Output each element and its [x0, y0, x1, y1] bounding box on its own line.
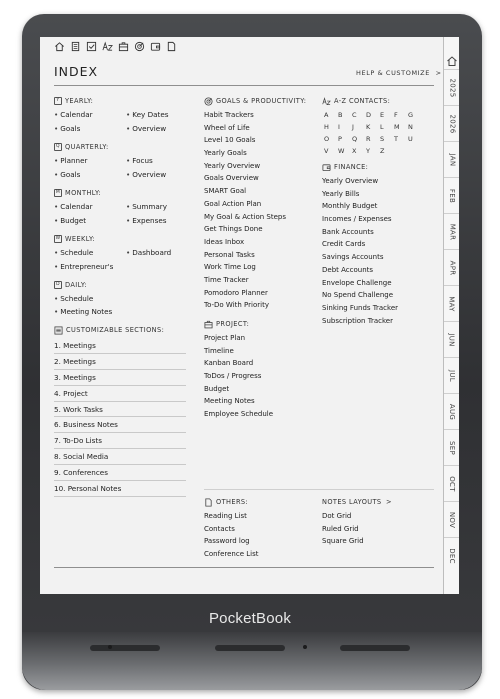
link-smart-goal[interactable]: SMART Goal [204, 187, 247, 196]
contact-letter-z[interactable]: Z [380, 147, 385, 155]
device-brand-logo: PocketBook [208, 610, 292, 627]
link-goals-overview[interactable]: Goals Overview [204, 174, 259, 183]
tab-jun-label: JUN [447, 332, 456, 347]
link-weekly-schedule[interactable]: • Schedule [54, 247, 126, 260]
custom-item-6[interactable]: 6. Business Notes [54, 417, 186, 433]
notebook-icon[interactable] [69, 40, 81, 52]
section-project-label: PROJECT: [216, 320, 250, 328]
custom-item-1[interactable]: 1. Meetings [54, 338, 186, 354]
bottom-section-divider [204, 489, 434, 490]
link-bank-accounts[interactable]: Bank Accounts [322, 227, 374, 236]
link-no-spend-challenge[interactable]: No Spend Challenge [322, 291, 394, 300]
link-my-goal-action-steps[interactable]: My Goal & Action Steps [204, 212, 286, 221]
column-goals [204, 95, 316, 427]
custom-item-9[interactable]: 9. Conferences [54, 465, 186, 481]
tab-jan[interactable] [444, 141, 459, 177]
target-icon [204, 97, 213, 106]
contact-letter-x[interactable]: X [352, 147, 357, 155]
link-kanban-board[interactable]: Kanban Board [204, 359, 254, 368]
tab-sep-label: SEP [448, 440, 456, 455]
link-incomes-expenses[interactable]: Incomes / Expenses [322, 215, 392, 224]
link-work-time-log[interactable]: Work Time Log [204, 263, 256, 272]
link-ideas-inbox[interactable]: Ideas Inbox [204, 237, 245, 246]
custom-item-7[interactable]: 7. To-Do Lists [54, 433, 186, 449]
screen [40, 37, 459, 594]
back-arrow-indicator [108, 645, 112, 649]
link-todo-with-priority[interactable]: To-Do With Priority [204, 301, 269, 310]
section-contacts-heading[interactable] [322, 95, 434, 107]
link-quarterly-planner[interactable]: • Planner [54, 155, 126, 168]
tab-aug-label: AUG [448, 403, 456, 420]
link-project-plan[interactable]: Project Plan [204, 334, 246, 342]
link-employee-schedule[interactable]: Employee Schedule [204, 410, 274, 419]
goal-icon[interactable] [133, 40, 145, 52]
section-weekly-label: WEEKLY: [65, 235, 96, 243]
section-daily-label: DAILY: [65, 281, 87, 289]
link-todos-progress[interactable]: ToDos / Progress [204, 372, 262, 381]
contact-letter-i[interactable]: I [338, 123, 340, 131]
section-customizable-label: CUSTOMIZABLE SECTIONS: [66, 326, 165, 334]
tab-nov[interactable] [444, 501, 459, 537]
section-quarterly-heading[interactable] [54, 141, 189, 153]
briefcase-icon[interactable] [117, 40, 129, 52]
tab-feb[interactable] [444, 177, 459, 213]
tab-apr[interactable] [444, 249, 459, 285]
section-monthly-label: MONTHLY: [65, 189, 102, 197]
link-level-10-goals[interactable]: Level 10 Goals [204, 136, 256, 145]
section-finance-label: FINANCE: [334, 163, 369, 171]
help-customize-label: HELP & CUSTOMIZE [356, 69, 430, 77]
section-goals-heading[interactable] [204, 95, 316, 107]
tab-oct-label: OCT [447, 475, 456, 492]
tab-dec[interactable] [444, 537, 459, 573]
tab-mar[interactable] [444, 213, 459, 249]
section-project-heading[interactable] [204, 318, 316, 330]
calendar-m-icon: M [55, 190, 61, 195]
tab-jan-label: JAN [448, 153, 456, 166]
link-wheel-of-life[interactable]: Wheel of Life [204, 123, 250, 132]
contact-letter-a[interactable]: A [324, 111, 329, 119]
link-credit-cards[interactable]: Credit Cards [322, 240, 366, 249]
link-monthly-expenses[interactable]: • Expenses [126, 215, 186, 228]
contact-letter-h[interactable]: H [324, 123, 329, 131]
contact-letter-y[interactable]: Y [366, 147, 370, 155]
link-monthly-budget[interactable]: Monthly Budget [322, 202, 378, 211]
page-forward-button[interactable] [340, 645, 410, 651]
page-title: INDEX [54, 64, 99, 79]
contact-letter-c[interactable]: C [352, 111, 357, 119]
contact-letter-q[interactable]: Q [352, 135, 358, 143]
contacts-letter-grid [324, 111, 434, 155]
document-icon[interactable] [165, 40, 177, 52]
wallet-icon [322, 163, 331, 172]
tab-2025[interactable] [444, 69, 459, 105]
section-daily-heading[interactable] [54, 279, 189, 291]
tab-aug[interactable] [444, 393, 459, 429]
document-icon [204, 498, 213, 507]
section-customizable [54, 324, 189, 497]
contact-letter-k[interactable]: K [366, 123, 371, 131]
section-daily [54, 279, 189, 318]
tab-mar-label: MAR [448, 223, 456, 240]
customizable-list [54, 338, 186, 497]
link-project-meeting-notes[interactable]: Meeting Notes [204, 397, 255, 406]
custom-item-5[interactable]: 5. Work Tasks [54, 402, 186, 418]
link-reading-list[interactable]: Reading List [204, 512, 247, 520]
tab-feb-label: FEB [448, 188, 456, 203]
tab-2026[interactable] [444, 105, 459, 141]
forward-arrow-indicator [303, 645, 307, 649]
link-habit-trackers[interactable]: Habit Trackers [204, 111, 254, 119]
tab-jun[interactable] [444, 321, 459, 357]
contact-letter-t[interactable]: T [394, 135, 398, 143]
link-subscription-tracker[interactable]: Subscription Tracker [322, 316, 393, 325]
briefcase-icon [204, 320, 213, 329]
section-monthly-heading[interactable] [54, 187, 189, 199]
section-notes-layouts-heading[interactable] [322, 496, 434, 508]
link-contacts[interactable]: Contacts [204, 524, 235, 533]
contact-letter-s[interactable]: S [380, 135, 385, 143]
link-quarterly-overview[interactable]: • Overview [126, 169, 186, 182]
link-envelope-challenge[interactable]: Envelope Challenge [322, 278, 392, 287]
custom-item-4[interactable]: 4. Project [54, 386, 186, 402]
calendar-y-icon: Y [54, 97, 62, 105]
link-quarterly-focus[interactable]: • Focus [126, 155, 186, 168]
link-savings-accounts[interactable]: Savings Accounts [322, 253, 384, 262]
link-monthly-summary[interactable]: • Summary [126, 201, 186, 214]
tab-oct[interactable] [444, 465, 459, 501]
page-bottom-divider [54, 567, 434, 568]
contact-letter-j[interactable]: J [352, 123, 354, 131]
section-yearly-label: YEARLY: [65, 97, 94, 105]
link-timeline[interactable]: Timeline [204, 346, 234, 355]
contact-letter-w[interactable]: W [338, 147, 345, 155]
section-customizable-heading[interactable] [54, 324, 189, 336]
contact-letter-m[interactable]: M [394, 123, 400, 131]
contact-letter-l[interactable]: L [380, 123, 384, 131]
section-others [204, 496, 316, 561]
wallet-icon[interactable] [149, 40, 161, 52]
section-contacts [322, 95, 434, 155]
section-others-label: OTHERS: [216, 498, 249, 506]
tab-may-label: MAY [448, 295, 456, 312]
contact-letter-f[interactable]: F [394, 111, 398, 119]
tab-may[interactable] [444, 285, 459, 321]
section-others-heading[interactable] [204, 496, 316, 508]
tab-jul[interactable] [444, 357, 459, 393]
top-toolbar [53, 39, 177, 53]
tab-2026-label: 2026 [448, 113, 457, 134]
link-monthly-budget[interactable]: • Budget [54, 215, 126, 228]
link-sinking-funds-tracker[interactable]: Sinking Funds Tracker [322, 303, 399, 312]
link-daily-schedule[interactable]: • Schedule [54, 293, 189, 306]
link-pomodoro-planner[interactable]: Pomodoro Planner [204, 288, 268, 297]
contact-letter-r[interactable]: R [366, 135, 371, 143]
section-goals [204, 95, 316, 312]
link-yearly-goals[interactable]: • Goals [54, 123, 126, 136]
column-planning [54, 95, 189, 503]
link-get-things-done[interactable]: Get Things Done [204, 225, 263, 234]
device-bottom-edge [22, 632, 482, 690]
link-yearly-goals[interactable]: Yearly Goals [204, 149, 247, 158]
chevron-right-icon: > [386, 498, 392, 506]
contact-letter-g[interactable]: G [408, 111, 414, 119]
section-yearly [54, 95, 189, 135]
section-project [204, 318, 316, 421]
section-goals-label: GOALS & PRODUCTIVITY: [216, 97, 307, 105]
link-conference-list[interactable]: Conference List [204, 550, 259, 559]
section-quarterly-label: QUARTERLY: [65, 143, 109, 151]
link-ruled-grid[interactable]: Ruled Grid [322, 524, 359, 533]
section-weekly-heading[interactable] [54, 233, 189, 245]
link-personal-tasks[interactable]: Personal Tasks [204, 250, 255, 259]
custom-item-2[interactable]: 2. Meetings [54, 354, 186, 370]
section-notes-layouts-label: NOTES LAYOUTS [322, 498, 382, 506]
link-square-grid[interactable]: Square Grid [322, 537, 364, 546]
link-monthly-calendar[interactable]: • Calendar [54, 201, 126, 214]
tab-nov-label: NOV [448, 511, 456, 528]
section-yearly-heading[interactable] [54, 95, 189, 107]
home-hardware-button[interactable] [215, 645, 285, 651]
contact-letter-u[interactable]: U [408, 135, 413, 143]
custom-item-10[interactable]: 10. Personal Notes [54, 481, 186, 497]
column-contacts-finance [322, 95, 434, 333]
link-debt-accounts[interactable]: Debt Accounts [322, 265, 374, 274]
contact-letter-o[interactable]: O [324, 135, 330, 143]
tab-sep[interactable] [444, 429, 459, 465]
section-notes-layouts [322, 496, 434, 548]
section-contacts-label: A-Z CONTACTS: [334, 97, 391, 105]
custom-item-8[interactable]: 8. Social Media [54, 449, 186, 465]
calendar-w-icon: W [55, 236, 61, 241]
link-password-log[interactable]: Password log [204, 537, 250, 546]
home-icon[interactable] [53, 40, 65, 52]
custom-item-3[interactable]: 3. Meetings [54, 370, 186, 386]
az-icon[interactable] [101, 40, 113, 52]
link-yearly-bills[interactable]: Yearly Bills [322, 189, 360, 198]
tab-dec-label: DEC [447, 547, 456, 564]
section-finance-heading[interactable] [322, 161, 434, 173]
section-quarterly [54, 141, 189, 181]
section-monthly [54, 187, 189, 227]
list-icon [54, 326, 63, 335]
contact-letter-v[interactable]: V [324, 147, 329, 155]
contact-letter-b[interactable]: B [338, 111, 343, 119]
az-icon [322, 97, 331, 106]
contact-letter-p[interactable]: P [338, 135, 342, 143]
page-back-button[interactable] [90, 645, 160, 651]
link-daily-meeting-notes[interactable]: • Meeting Notes [54, 306, 189, 319]
link-yearly-overview-goals[interactable]: Yearly Overview [204, 161, 261, 170]
contact-letter-n[interactable]: N [408, 123, 413, 131]
link-yearly-key-dates[interactable]: • Key Dates [126, 109, 186, 122]
calendar-d-icon: D [54, 281, 62, 289]
calendar-q-icon: Q [54, 143, 62, 151]
link-weekly-dashboard[interactable]: • Dashboard [126, 247, 186, 260]
title-divider [54, 85, 434, 86]
checkbox-icon[interactable] [85, 40, 97, 52]
link-yearly-overview[interactable]: • Overview [126, 123, 186, 136]
month-tab-strip [443, 37, 459, 594]
link-dot-grid[interactable]: Dot Grid [322, 512, 352, 520]
link-quarterly-goals[interactable]: • Goals [54, 169, 126, 182]
home-tab-icon[interactable] [446, 55, 458, 67]
link-weekly-entrepreneurs[interactable]: • Entrepreneur's [54, 261, 126, 274]
contact-letter-e[interactable]: E [380, 111, 385, 119]
tab-jul-label: JUL [448, 369, 456, 382]
link-finance-yearly-overview[interactable]: Yearly Overview [322, 177, 379, 185]
chevron-right-icon: > [435, 69, 442, 77]
tab-apr-label: APR [448, 260, 456, 275]
section-finance [322, 161, 434, 327]
help-customize-link[interactable] [356, 69, 442, 77]
tab-2025-label: 2025 [448, 77, 457, 98]
link-yearly-calendar[interactable]: • Calendar [54, 109, 126, 122]
section-weekly [54, 233, 189, 273]
link-project-budget[interactable]: Budget [204, 384, 230, 393]
link-goal-action-plan[interactable]: Goal Action Plan [204, 199, 262, 208]
contact-letter-d[interactable]: D [366, 111, 372, 119]
link-time-tracker[interactable]: Time Tracker [204, 275, 249, 284]
